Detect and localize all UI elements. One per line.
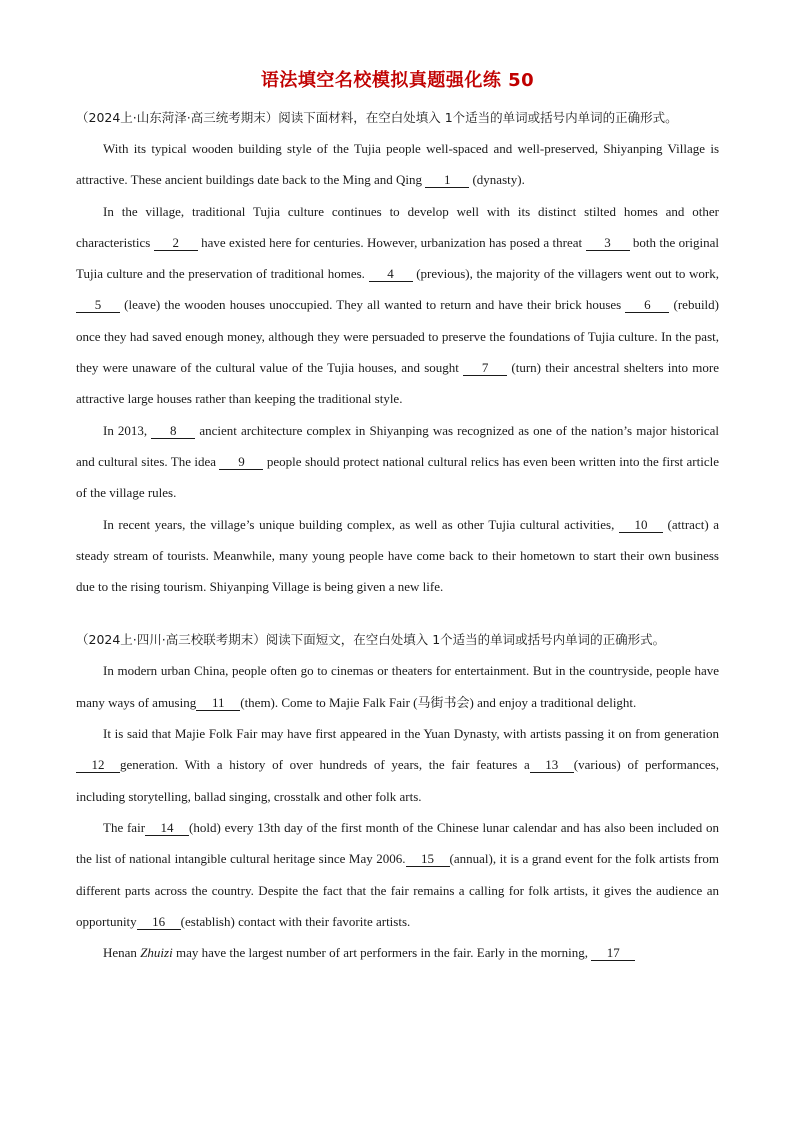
passage-paragraph: With its typical wooden building style of the Tujia people well-spaced and well-preserved, Shiyanping Village is attractive. These ancient buildings date back to the Ming and Qing 1 (dynasty).	[76, 141, 719, 188]
blank-3: 3	[586, 236, 630, 251]
blank-16: 16	[137, 915, 181, 930]
italic-term: Zhuizi	[140, 945, 173, 961]
blank-10: 10	[619, 518, 663, 533]
passage-paragraph: The fair 14 (hold) every 13th day of the first month of the Chinese lunar calendar and has also been included on the list of national intangible cultural heritage since May 2006. 15 (annual), it is a grand event for the folk artists from different parts across the country. Despite the fact that the fair remains a calling for folk artists, it gives the audience an opportunity 16 (establish) contact with their favorite artists.	[76, 819, 720, 929]
section-2-instructions: （2024上·四川·高三校联考期末）阅读下面短文，在空白处填入 1个适当的单词或括号内单词的正确形式。	[76, 632, 666, 648]
passage-paragraph: In modern urban China, people often go to cinemas or theaters for entertainment. But in the countryside, people have many ways of amusing 11 (them). Come to Majie Falk Fair (马街书会) and enjoy a traditional delight.	[76, 663, 719, 710]
document-page	[76, 66, 719, 968]
blank-11: 11	[196, 696, 240, 711]
section-2	[76, 624, 719, 968]
blank-9: 9	[219, 455, 263, 470]
blank-12: 12	[76, 758, 120, 773]
section-1-instructions: （2024上·山东菏泽·高三统考期末）阅读下面材料，在空白处填入 1个适当的单词或括号内单词的正确形式。	[76, 110, 678, 125]
section-1-passage	[76, 133, 719, 602]
blank-13: 13	[530, 758, 574, 773]
blank-8: 8	[151, 424, 195, 439]
blank-4: 4	[369, 267, 413, 282]
blank-5: 5	[76, 298, 120, 313]
blank-15: 15	[406, 852, 450, 867]
passage-paragraph: In 2013, 8 ancient architecture complex in Shiyanping was recognized as one of the nation’s major historical and cultural sites. The idea 9 people should protect national cultural relics has even been written into the first article of the village rules.	[76, 422, 720, 501]
passage-paragraph: In the village, traditional Tujia culture continues to develop well with its distinct stilted homes and other characteristics 2 have existed here for centuries. However, urbanization has posed a threat 3 both the original Tujia culture and the preservation of traditional homes. 4 (previous), the majority of the villagers went out to work, 5 (leave) the wooden houses unoccupied. They all wanted to return and have their brick houses 6 (rebuild) once they had saved enough money, although they were persuaded to preserve the foundations of Tujia culture. In the past, they were unaware of the cultural value of the Tujia houses, and sought 7 (turn) their ancestral shelters into more attractive large houses rather than keeping the traditional style.	[76, 203, 720, 407]
blank-1: 1	[425, 173, 469, 188]
blank-14: 14	[145, 821, 189, 836]
passage-paragraph: It is said that Majie Folk Fair may have first appeared in the Yuan Dynasty, with artists passing it on from generation12 generation. With a history of over hundreds of years, the fair features a 13 (various) of performances, including storytelling, ballad singing, crosstalk and other folk arts.	[76, 726, 719, 804]
blank-7: 7	[463, 361, 507, 376]
blank-6: 6	[625, 298, 669, 313]
passage-paragraph: In recent years, the village’s unique building complex, as well as other Tujia cultural activities, 10 (attract) a steady stream of tourists. Meanwhile, many young people have come back to their hometown to start their own business due to the rising tourism. Shiyanping Village is being given a new life.	[76, 516, 720, 595]
blank-17: 17	[591, 946, 635, 961]
section-2-passage	[76, 655, 719, 968]
passage-paragraph: Henan Zhuizi may have the largest number of art performers in the fair. Early in the morning, 17	[76, 937, 719, 968]
page-title: 语法填空名校模拟真题强化练 50	[260, 70, 535, 91]
section-1	[76, 102, 719, 602]
blank-2: 2	[154, 236, 198, 251]
